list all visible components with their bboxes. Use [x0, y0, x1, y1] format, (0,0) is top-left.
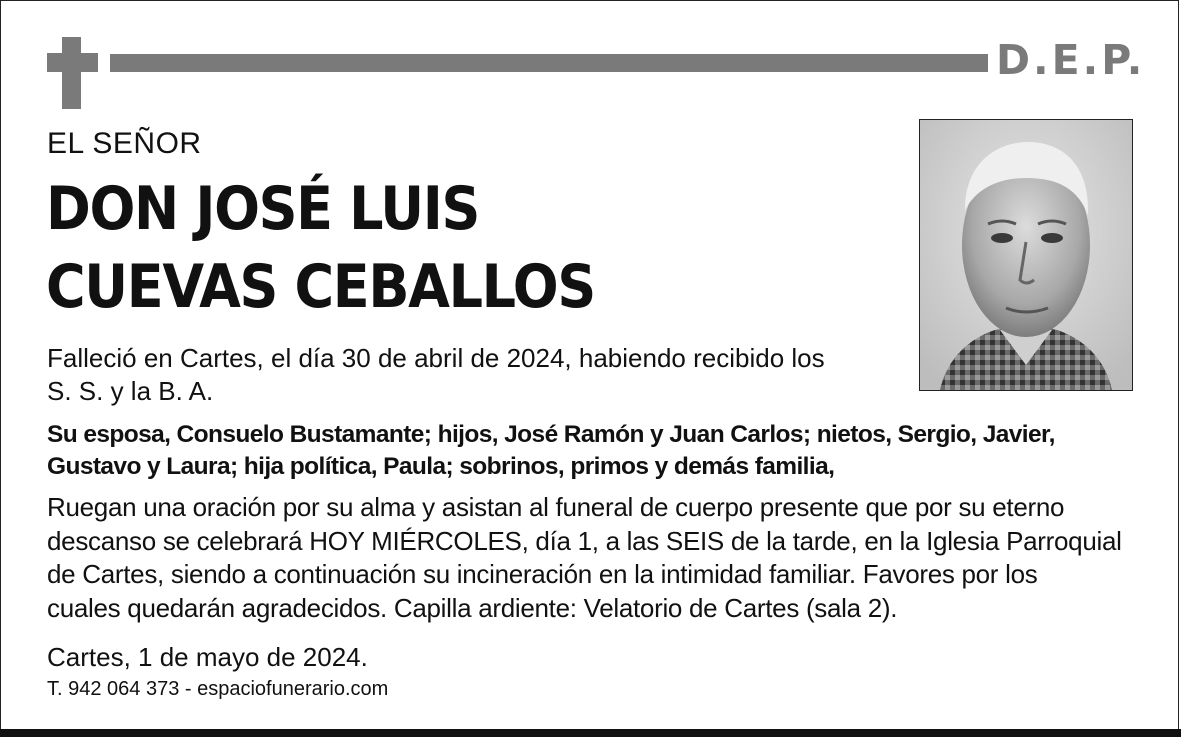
funeral-details	[47, 491, 1147, 625]
body-line-1: Ruegan una oración por su alma y asistan al funeral de cuerpo presente que por su eterno	[47, 492, 1065, 522]
death-line-1: Falleció en Cartes, el día 30 de abril de 2024, habiendo recibido los	[47, 343, 825, 373]
family-line-2: Gustavo y Laura; hija política, Paula; sobrinos, primos y demás familia,	[47, 453, 835, 480]
body-line-3: de Cartes, siendo a continuación su incineración en la intimidad familiar. Favores por los	[47, 559, 1038, 589]
body-line-4: cuales quedarán agradecidos. Capilla ardiente: Velatorio de Cartes (sala 2).	[47, 592, 898, 623]
family-line-1: Su esposa, Consuelo Bustamante; hijos, José Ramón y Juan Carlos; nietos, Sergio, Javier,	[47, 421, 1055, 448]
body-line-2: descanso se celebrará HOY MIÉRCOLES, día 1, a las SEIS de la tarde, en la Iglesia Parroquial	[47, 525, 1122, 556]
portrait-illustration	[920, 120, 1132, 390]
cross-vertical-bar	[62, 37, 81, 109]
header-rule	[110, 54, 988, 72]
death-announcement	[47, 342, 887, 408]
contact-info: T. 942 064 373 - espaciofunerario.com	[47, 678, 389, 700]
portrait-photo	[919, 119, 1133, 391]
dateline: Cartes, 1 de mayo de 2024.	[47, 642, 368, 672]
deceased-name	[46, 170, 595, 326]
name-line-2: CUEVAS CEBALLOS	[46, 252, 595, 322]
cross-horizontal-bar	[47, 53, 98, 72]
name-line-1: DON JOSÉ LUIS	[46, 174, 480, 244]
dep-label: D.E.P.	[996, 36, 1146, 84]
honorific: EL SEÑOR	[47, 127, 202, 160]
bottom-border	[0, 729, 1181, 737]
death-line-2: S. S. y la B. A.	[47, 376, 214, 406]
family-list	[47, 419, 1147, 483]
